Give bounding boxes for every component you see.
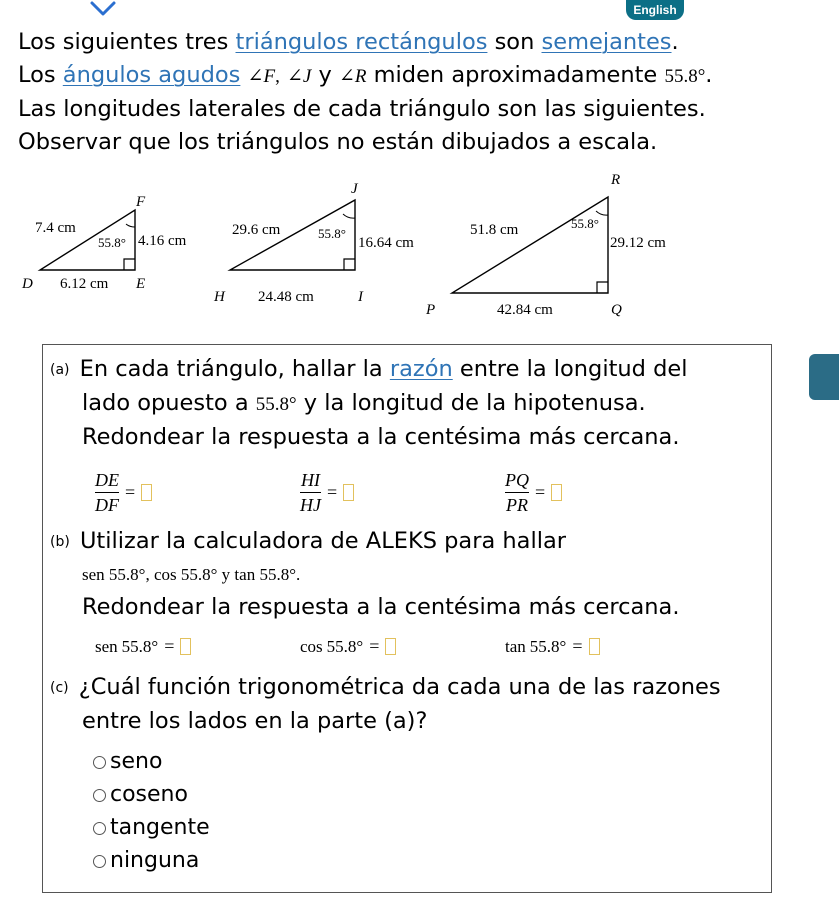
option-tangente[interactable]: tangente [93,815,210,840]
part-a-line-2: lado opuesto a 55.8° y la longitud de la hipotenusa. [82,389,646,416]
part-a-line-3: Redondear la respuesta a la centésima más cercana. [82,424,680,450]
link-triangulos-rectangulos[interactable]: triángulos rectángulos [235,29,488,55]
answer-input-hi-hj[interactable] [343,484,354,501]
triangle-pqr [425,172,666,318]
answer-input-cos[interactable] [385,638,396,655]
fraction-pq-pr: $\frac{PQ}{PR}$ = [505,470,562,515]
radio-circle-icon[interactable] [93,822,106,835]
angle-r: ∠R [338,65,367,87]
part-b-line-2: sen 55.8°, cos 55.8° y tan 55.8°. [82,564,301,584]
collapse-chevron-icon[interactable] [88,0,118,18]
angle-j-label: 55.8° [318,226,346,241]
part-b-line-1: (b) Utilizar la calculadora de ALEKS para hallar [50,528,566,554]
fraction-hi-hj: $\frac{HI}{HJ}$ = [300,470,354,515]
vertex-p: P [426,302,436,318]
part-c-line-1: (c) ¿Cuál función trigonométrica da cada una de las razones [50,674,721,700]
vertex-i: I [358,289,363,305]
angle-r-label: 55.8° [571,216,599,231]
intro-line-4: Observar que los triángulos no están dibujados a escala. [18,128,658,155]
part-b-line-3: Redondear la respuesta a la centésima más cercana. [82,594,680,620]
triangle-figures [0,165,839,325]
fraction-denominator: HJ [300,495,321,515]
vertex-q: Q [611,302,622,318]
fraction-de-df: $\frac{DE}{DF}$ = [95,470,152,515]
problem-intro [18,26,828,158]
language-button[interactable]: English [626,0,684,20]
option-ninguna[interactable]: ninguna [93,848,199,873]
link-razon[interactable]: razón [389,356,453,382]
side-ij-label: 16.64 cm [358,235,414,251]
part-a-text [50,353,687,454]
part-a-letter: (a) [50,362,70,378]
answer-input-tan[interactable] [589,638,600,655]
option-seno[interactable]: seno [93,749,162,774]
sen-expression: sen 55.8° = [95,636,191,657]
fraction-numerator: DE [95,470,119,490]
side-hi-label: 24.48 cm [258,289,314,305]
fraction-denominator: PR [506,495,528,515]
fraction-denominator: DF [95,495,119,515]
triangle-hij [213,181,414,305]
answer-input-pq-pr[interactable] [551,484,562,501]
side-pq-label: 42.84 cm [497,302,553,318]
part-a-line-1: (a) En cada triángulo, hallar la razón entre la longitud del [50,356,688,382]
tan-expression: tan 55.8° = [505,636,600,657]
link-angulos-agudos[interactable]: ángulos agudos [62,61,241,88]
part-b-text [50,525,679,624]
part-c-letter: (c) [50,680,69,696]
cos-expression: cos 55.8° = [300,636,396,657]
option-coseno[interactable]: coseno [93,782,188,807]
part-c-text [50,671,721,737]
radio-circle-icon[interactable] [93,789,106,802]
intro-line-1: Los siguientes tres triángulos rectángulos son semejantes. [18,29,679,55]
angle-f: ∠F [247,65,276,87]
vertex-f: F [136,194,146,210]
part-c-line-2: entre los lados en la parte (a)? [82,707,428,734]
part-b-letter: (b) [50,534,70,550]
side-panel-tab[interactable] [809,354,839,400]
side-ef-label: 4.16 cm [138,233,187,249]
radio-circle-icon[interactable] [93,756,106,769]
fraction-numerator: HI [301,470,320,490]
vertex-j: J [351,181,358,197]
vertex-e: E [136,276,146,292]
angle-j: ∠J [286,65,312,87]
angle-value: 55.8° [664,65,706,87]
angle-f-label: 55.8° [98,235,126,250]
answer-input-de-df[interactable] [141,484,152,501]
triangles-svg [0,165,839,325]
link-semejantes[interactable]: semejantes [541,29,672,55]
side-de-label: 6.12 cm [60,276,109,292]
intro-line-3: Las longitudes laterales de cada triángulo son las siguientes. [18,96,706,122]
side-pr-label: 51.8 cm [470,222,519,238]
vertex-r: R [611,172,621,188]
side-df-label: 7.4 cm [35,220,76,236]
answer-input-sen[interactable] [180,638,191,655]
vertex-d: D [22,276,33,292]
radio-circle-icon[interactable] [93,855,106,868]
vertex-h: H [214,289,225,305]
triangle-def [21,194,187,292]
intro-line-2: Los ángulos agudos ∠F, ∠J y ∠R miden aproximadamente 55.8°. [18,61,713,88]
side-hj-label: 29.6 cm [232,222,281,238]
fraction-numerator: PQ [505,470,529,490]
side-qr-label: 29.12 cm [610,235,666,251]
